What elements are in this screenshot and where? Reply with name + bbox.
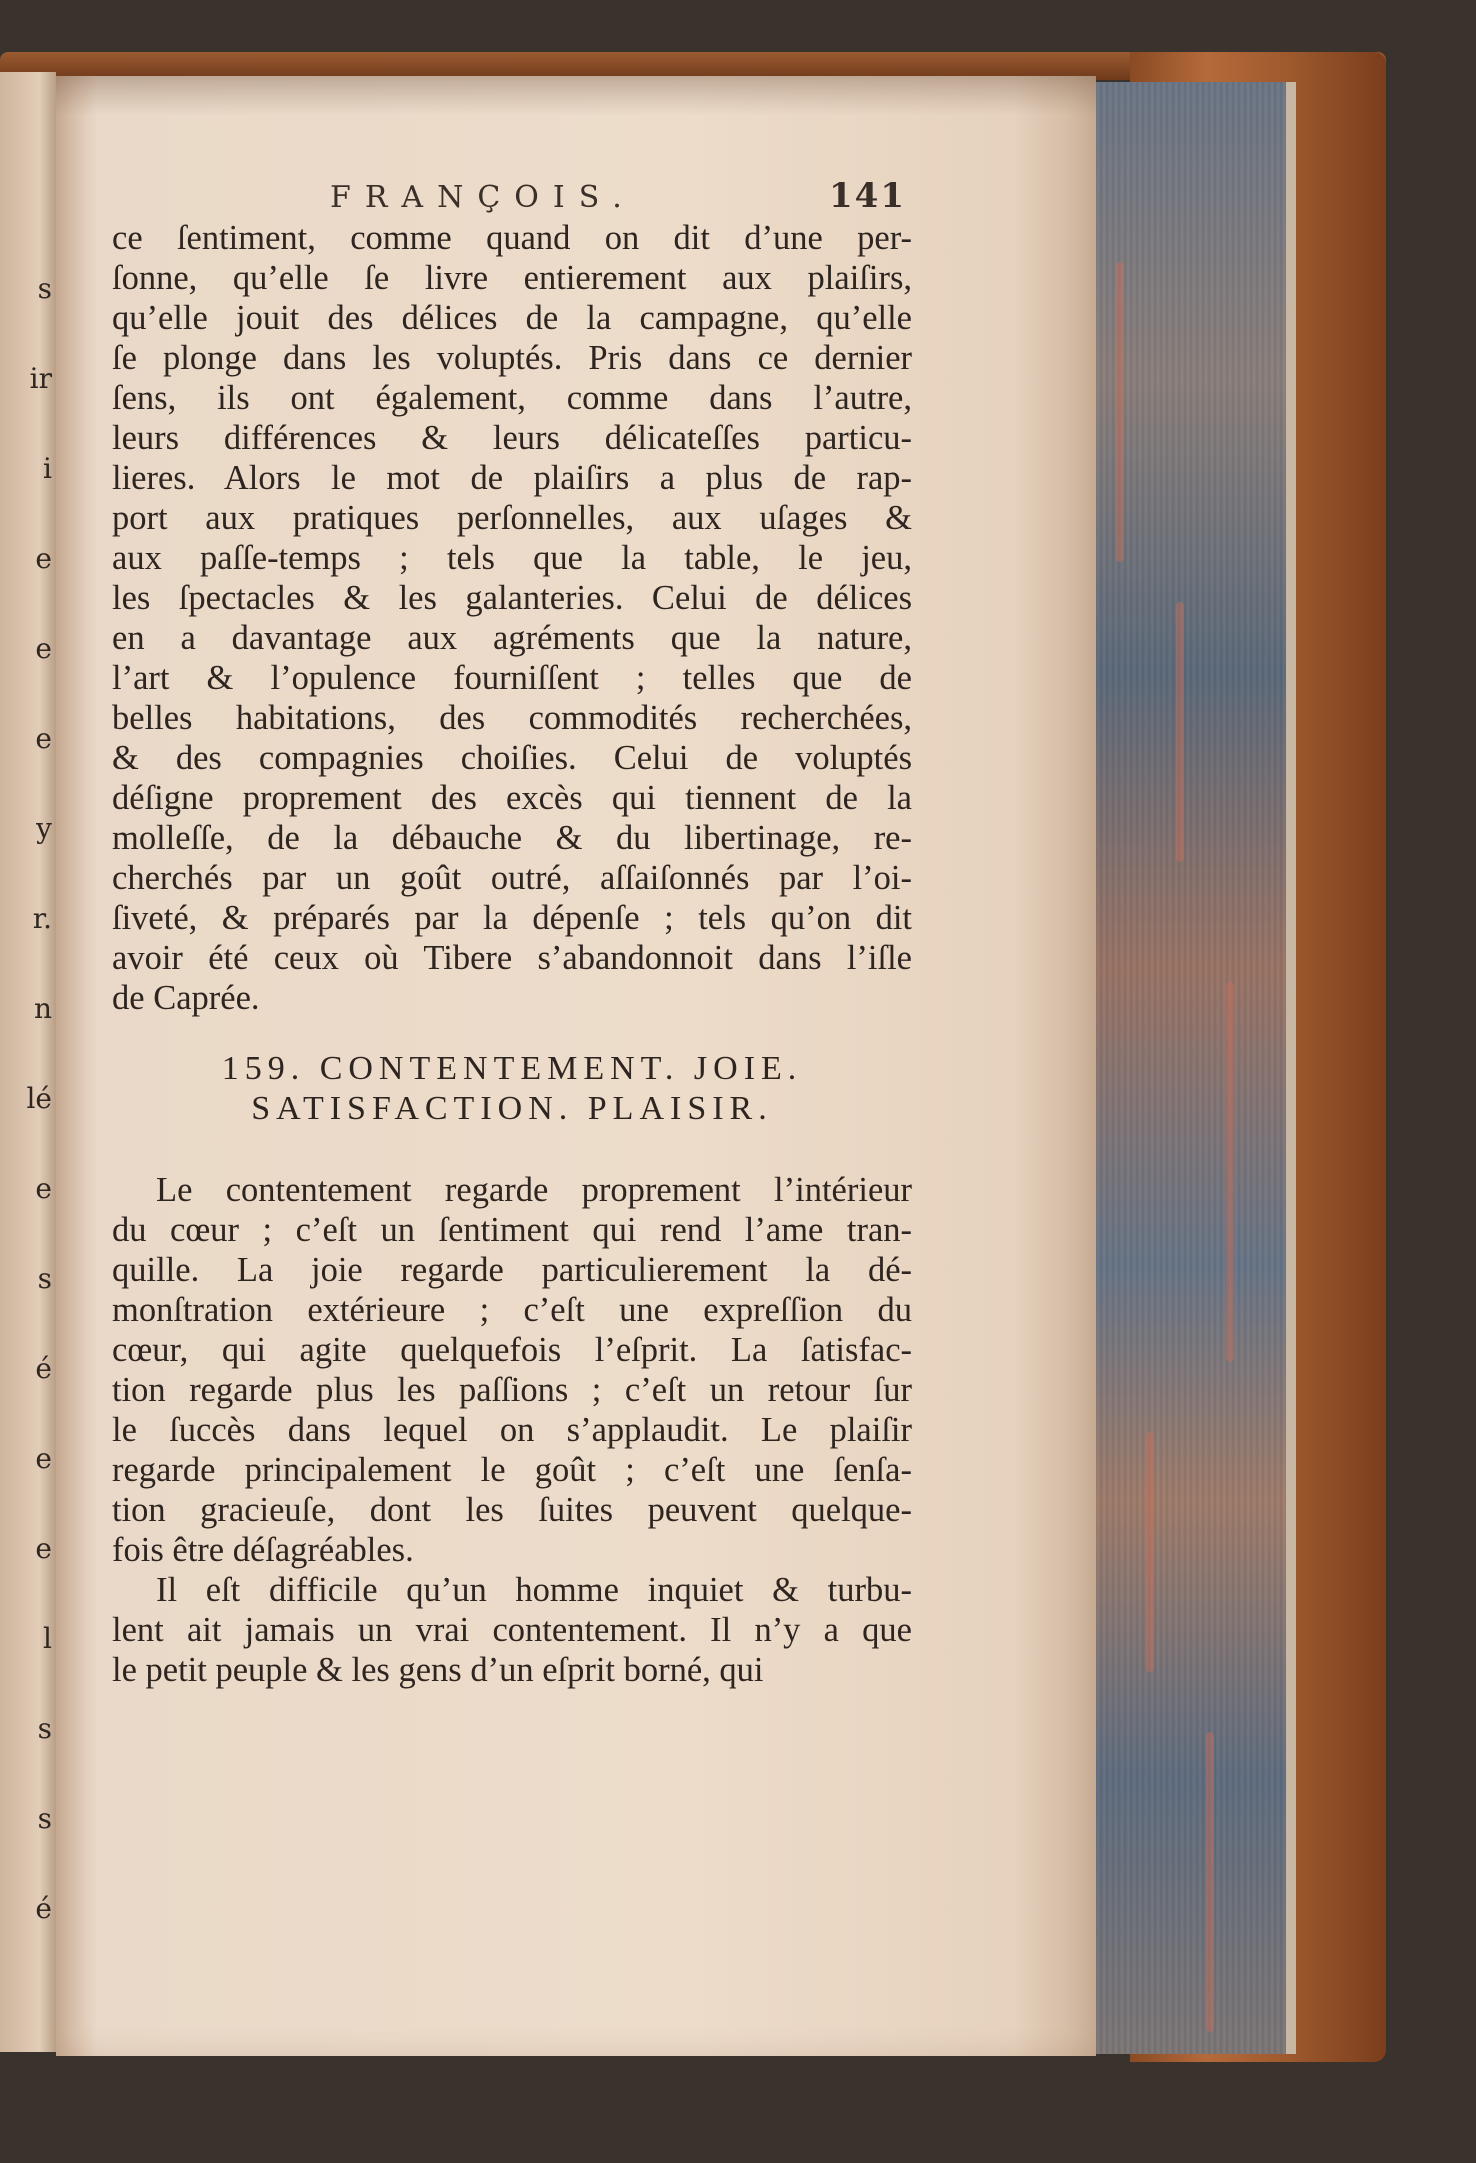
text-line: & des compagnies choiſies. Celui de voluptés (112, 739, 912, 777)
left-page-fragment: ir (29, 362, 52, 395)
text-line: tion gracieuſe, dont les ſuites peuvent quelque- (112, 1491, 912, 1529)
text-line: port aux pratiques perſonnelles, aux uſages & (112, 499, 912, 537)
text-line: qu’elle jouit des délices de la campagne, qu’elle (112, 299, 912, 337)
text-line: en a davantage aux agréments que la nature, (112, 619, 912, 657)
text-line: fois être déſagréables. (112, 1531, 414, 1569)
left-page-edge (0, 72, 56, 2052)
text-line: lieres. Alors le mot de plaiſirs a plus de rap- (112, 459, 912, 497)
text-line: belles habitations, des commodités recherchées, (112, 699, 912, 737)
page-fore-edge (1086, 82, 1296, 2054)
text-line: quille. La joie regarde particulierement la dé- (112, 1251, 912, 1289)
text-line: monſtration extérieure ; c’eſt une expreſſion du (112, 1291, 912, 1329)
text-line: ſens, ils ont également, comme dans l’autre, (112, 379, 912, 417)
left-page-fragment: s (37, 272, 52, 305)
left-page-fragment: e (35, 542, 52, 575)
text-line: ſonne, qu’elle ſe livre entierement aux plaiſirs, (112, 259, 912, 297)
text-line: avoir été ceux où Tibere s’abandonnoit dans l’iſle (112, 939, 912, 977)
left-page-fragment: s (37, 1262, 52, 1295)
text-line: leurs différences & leurs délicateſſes particu- (112, 419, 912, 457)
left-page-fragment: e (35, 722, 52, 755)
text-line: de Caprée. (112, 979, 260, 1017)
text-line: ce ſentiment, comme quand on dit d’une per- (112, 219, 912, 257)
text-line: Il eſt difficile qu’un homme inquiet & turbu- (156, 1571, 912, 1609)
left-page-fragment: e (35, 1532, 52, 1565)
section-heading-line-2: SATISFACTION. PLAISIR. (251, 1090, 773, 1127)
left-page-fragment: n (33, 992, 52, 1025)
left-page-fragment: lé (26, 1082, 52, 1115)
text-line: l’art & l’opulence fourniſſent ; telles que de (112, 659, 912, 697)
text-line: lent ait jamais un vrai contentement. Il n’y a que (112, 1611, 912, 1649)
text-line: molleſſe, de la débauche & du libertinage, re- (112, 819, 912, 857)
left-page-fragment: e (35, 1172, 52, 1205)
left-page-fragment: s (37, 1712, 52, 1745)
text-line: ſiveté, & préparés par la dépenſe ; tels qu’on dit (112, 899, 912, 937)
page-header (330, 176, 906, 216)
left-page-fragment: s (37, 1802, 52, 1835)
text-line: le petit peuple & les gens d’un eſprit borné, qui (112, 1651, 764, 1689)
text-line: les ſpectacles & les galanteries. Celui de délices (112, 579, 912, 617)
left-page-fragment: r. (32, 902, 52, 935)
left-page-fragment: y (36, 812, 52, 845)
text-line: le ſuccès dans lequel on s’applaudit. Le plaiſir (112, 1411, 912, 1449)
text-line: tion regarde plus les paſſions ; c’eſt un retour ſur (112, 1371, 912, 1409)
text-line: déſigne proprement des excès qui tiennent de la (112, 779, 912, 817)
left-page-fragment: é (35, 1352, 52, 1385)
text-line: ſe plonge dans les voluptés. Pris dans ce dernier (112, 339, 912, 377)
text-line: du cœur ; c’eſt un ſentiment qui rend l’ame tran- (112, 1211, 912, 1249)
text-line: cœur, qui agite quelquefois l’eſprit. La ſatisfac- (112, 1331, 912, 1369)
text-line: cherchés par un goût outré, aſſaiſonnés par l’oi- (112, 859, 912, 897)
left-page-fragment: l (43, 1622, 52, 1655)
text-line: regarde principalement le goût ; c’eſt une ſenſa- (112, 1451, 912, 1489)
page-number: 141 (829, 176, 906, 216)
left-page-fragment: i (43, 452, 52, 485)
left-page-fragment: é (35, 1892, 52, 1925)
left-page-fragment: e (35, 1442, 52, 1475)
text-line: Le contentement regarde proprement l’intérieur (156, 1171, 912, 1209)
section-heading-line-1: 159. CONTENTEMENT. JOIE. (221, 1050, 803, 1087)
left-page-fragment: e (35, 632, 52, 665)
running-head: FRANÇOIS. (330, 180, 636, 215)
text-line: aux paſſe-temps ; tels que la table, le jeu, (112, 539, 912, 577)
